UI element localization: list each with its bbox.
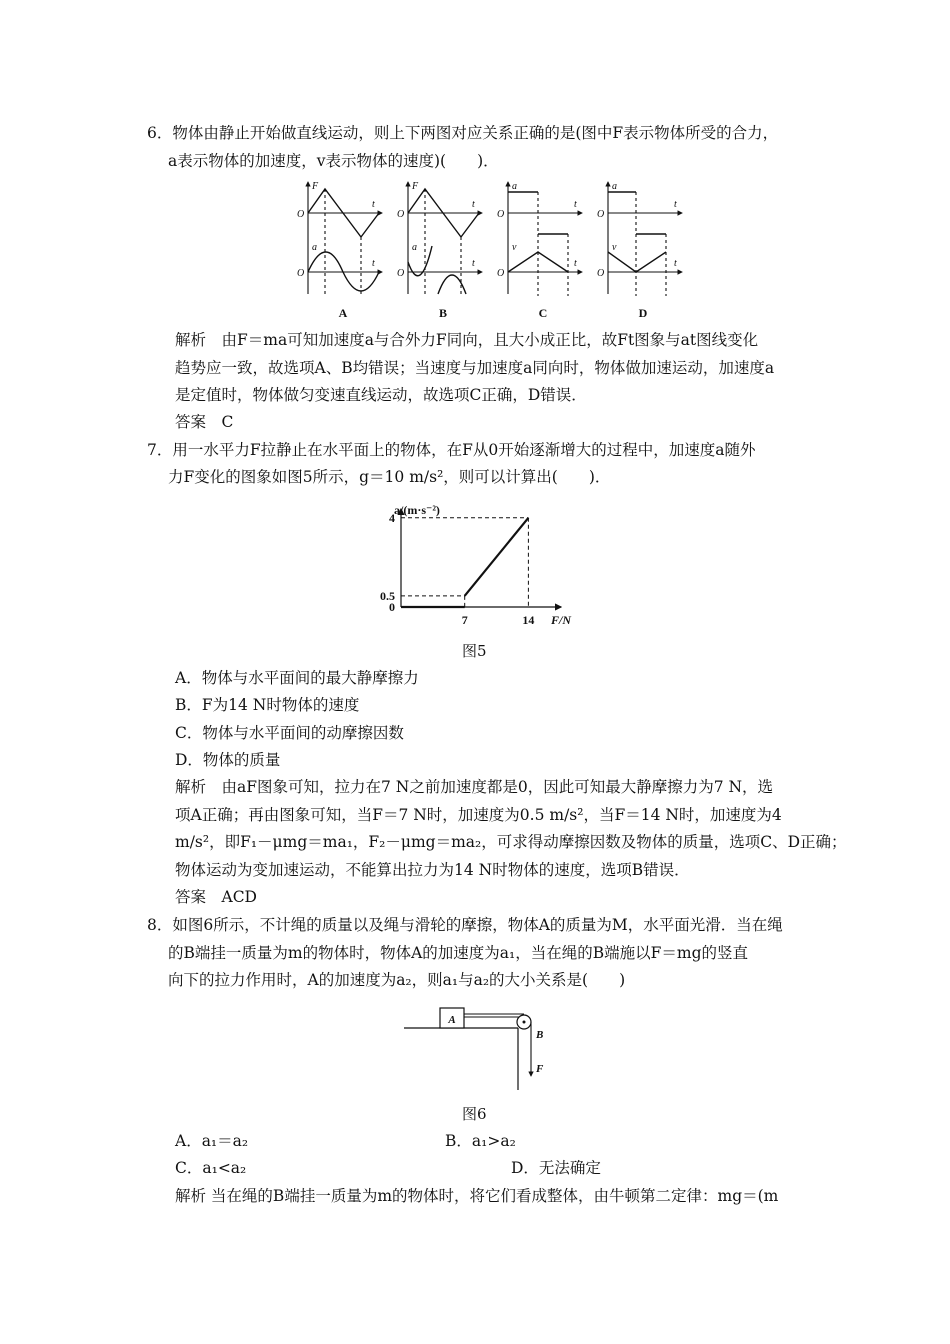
q7-option-a: A．物体与水平面间的最大静摩擦力 [175,669,419,687]
svg-text:t: t [574,199,577,210]
svg-text:O: O [597,209,605,220]
svg-text:a: a [312,242,317,253]
q7-analysis-line-2: 项A正确；再由图象可知，当F＝7 N时，加速度为0.5 m/s²，当F＝14 N时，加速度为4 [175,806,782,824]
svg-text:a: a [512,181,517,192]
q6-analysis-line-2: 趋势应一致，故选项A、B均错误；当速度与加速度a同向时，物体做加速运动，加速度a [175,359,775,377]
q6-stem-line-2: a表示物体的加速度，v表示物体的速度)( )． [168,152,499,170]
svg-text:O: O [497,209,505,220]
svg-text:v: v [612,242,617,253]
q7-analysis-line-1: 解析 由aF图象可知，拉力在7 N之前加速度都是0，因此可知最大静摩擦力为7 N，选 [175,778,774,796]
q6-analysis-line-1: 解析 由F＝ma可知加速度a与合外力F同向，且大小成正比，故Ft图象与at图线变化 [175,331,759,349]
q8-figure [400,1000,560,1095]
label-d: D [638,306,648,320]
q7-analysis-line-4: 物体运动为变加速运动，不能算出拉力为14 N时物体的速度，选项B错误． [175,861,690,879]
panel-b [408,182,482,296]
q8-option-d: D．无法确定 [511,1159,601,1177]
svg-text:O: O [397,209,405,220]
svg-text:F: F [412,181,419,192]
svg-text:t: t [372,199,375,210]
y-axis-label: a/(m·s⁻²) [394,503,440,517]
q7-option-b: B．F为14 N时物体的速度 [175,696,360,714]
svg-text:t: t [372,258,375,269]
svg-text:A: A [448,1014,456,1026]
panel-a [308,182,382,296]
q8-stem-line-1: 8．如图6所示，不计绳的质量以及绳与滑轮的摩擦，物体A的质量为M，水平面光滑．当在绳 [147,916,783,934]
svg-text:a: a [412,242,417,253]
svg-text:t: t [674,258,677,269]
svg-text:O: O [297,268,305,279]
svg-text:t: t [674,199,677,210]
x-axis-label: F/N [551,613,572,627]
svg-text:F: F [536,1063,544,1075]
series-segment-2 [465,518,529,596]
q8-option-b: B．a₁>a₂ [445,1132,516,1150]
svg-text:t: t [472,258,475,269]
q6-analysis-line-3: 是定值时，物体做匀变速直线运动，故选项C正确，D错误． [175,386,587,404]
svg-text:O: O [497,268,505,279]
svg-text:t: t [472,199,475,210]
q6-figure [290,176,690,321]
svg-text:B: B [536,1029,544,1041]
q6-stem-line-1: 6．物体由静止开始做直线运动，则上下两图对应关系正确的是(图中F表示物体所受的合力， [147,124,779,142]
y-tick-1: 0.5 [380,588,395,603]
q7-analysis-line-3: m/s²，即F₁－μmg＝ma₁，F₂－μmg＝ma₂，可求得动摩擦因数及物体的质量，选项C、D正确； [175,833,847,851]
q7-stem-line-1: 7．用一水平力F拉静止在水平面上的物体，在F从0开始逐渐增大的过程中，加速度a随外 [147,441,756,459]
q7-caption: 图5 [462,642,487,660]
q7-stem-line-2: 力F变化的图象如图5所示，g＝10 m/s²，则可以计算出( )． [168,468,611,486]
q8-stem-line-2: 的B端挂一质量为m的物体时，物体A的加速度为a₁，当在绳的B端施以F＝mg的竖直 [168,944,749,962]
q8-option-c: C．a₁<a₂ [175,1159,247,1177]
q8-caption: 图6 [462,1105,487,1123]
svg-text:v: v [512,242,517,253]
label-a: A [338,306,348,320]
svg-text:F: F [312,181,319,192]
svg-text:O: O [597,268,605,279]
q8-analysis-line-1: 解析 当在绳的B端挂一质量为m的物体时，将它们看成整体，由牛顿第二定律：mg＝(m [175,1187,779,1205]
svg-text:t: t [574,258,577,269]
svg-text:a: a [612,181,617,192]
q7-answer: 答案 ACD [175,888,257,906]
label-b: B [438,306,448,320]
q8-stem-line-3: 向下的拉力作用时，A的加速度为a₂，则a₁与a₂的大小关系是( ) [168,971,626,989]
q8-option-a: A．a₁＝a₂ [175,1132,249,1150]
panel-d [608,182,682,296]
svg-text:O: O [397,268,405,279]
svg-text:O: O [297,209,305,220]
x-tick-1: 7 [461,613,468,627]
y-tick-0: 0 [389,600,395,614]
q7-option-c: C．物体与水平面间的动摩擦因数 [175,724,404,742]
q6-answer: 答案 C [175,413,234,431]
x-tick-2: 14 [522,613,535,627]
q7-option-d: D．物体的质量 [175,751,281,769]
label-c: C [538,306,548,320]
q7-chart [355,495,595,635]
y-tick-2: 4 [389,510,395,525]
panel-c [508,182,582,296]
